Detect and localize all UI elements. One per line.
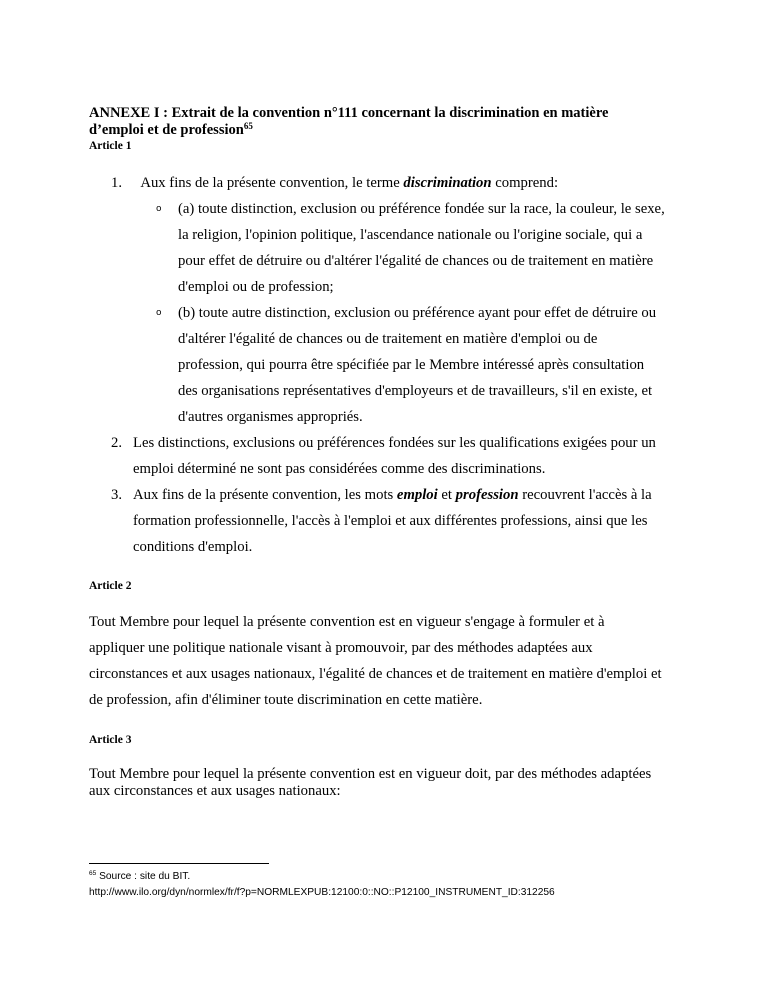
article-3-line: Tout Membre pour lequel la présente convention est en vigueur doit, par des méthodes adaptées xyxy=(89,766,652,782)
term-profession: profession xyxy=(455,487,519,503)
article-2-paragraph xyxy=(89,609,689,713)
sub-item-a-line: pour effet de détruire ou d'altérer l'égalité de chances ou de traitement en matière xyxy=(178,253,654,269)
article-2-line: circonstances et aux usages nationaux, l'égalité de chances et de traitement en matière d'emploi et xyxy=(89,666,662,682)
list-item-2-number: 2. xyxy=(111,435,123,451)
article-1-title: Article 1 xyxy=(89,140,132,152)
list-item-1-intro xyxy=(133,170,689,196)
bullet-icon: o xyxy=(156,204,162,214)
sub-item-a-line: d'emploi ou de profession; xyxy=(178,279,334,295)
list-item-2 xyxy=(89,430,689,482)
article-3-paragraph xyxy=(89,766,689,800)
sub-item-b-line: des organisations représentatives d'employeurs et de travailleurs, s'il en existe, et xyxy=(178,383,653,399)
list-item-1 xyxy=(89,170,689,430)
sub-item-a xyxy=(133,196,689,300)
article-2-line: appliquer une politique nationale visant à promouvoir, par des méthodes adaptées aux xyxy=(89,640,593,656)
sub-item-b-line: (b) toute autre distinction, exclusion ou préférence ayant pour effet de détruire ou xyxy=(178,305,657,321)
list-item-3-text-before: Aux fins de la présente convention, les mots xyxy=(133,487,397,503)
article-2-line: de profession, afin d'éliminer toute discrimination en cette matière. xyxy=(89,692,483,708)
term-discrimination: discrimination xyxy=(403,175,492,191)
footnote xyxy=(89,869,749,901)
list-item-3 xyxy=(89,482,689,560)
list-item-3-text-mid: et xyxy=(437,487,456,503)
footnote-source: Source : site du BIT. xyxy=(96,871,191,882)
list-item-1-sublist xyxy=(133,196,689,430)
sub-item-b-line: profession, qui pourra être spécifiée par le Membre intéressé après consultation xyxy=(178,357,645,373)
annex-heading xyxy=(89,105,689,139)
bullet-icon: o xyxy=(156,308,162,318)
annex-heading-line2-text: d’emploi et de profession xyxy=(89,122,244,138)
footnote-source-line xyxy=(89,869,749,885)
article-1-list xyxy=(89,170,689,560)
article-2-title: Article 2 xyxy=(89,580,132,592)
list-item-1-number: 1. xyxy=(111,175,123,191)
list-item-3-text-after: recouvrent l'accès à la xyxy=(518,487,652,503)
term-emploi: emploi xyxy=(396,487,438,503)
list-item-3-line: formation professionnelle, l'accès à l'emploi et aux différentes professions, ainsi que les xyxy=(133,513,648,529)
sub-item-b-line: d'autres organismes appropriés. xyxy=(178,409,363,425)
list-item-1-text-after: comprend: xyxy=(491,175,559,191)
list-item-2-line: emploi déterminé ne sont pas considérées comme des discriminations. xyxy=(133,461,546,477)
list-item-2-line: Les distinctions, exclusions ou préférences fondées sur les qualifications exigées pour un xyxy=(133,435,656,451)
article-3-line: aux circonstances et aux usages nationaux: xyxy=(89,783,341,799)
sub-item-a-line: (a) toute distinction, exclusion ou préférence fondée sur la race, la couleur, le sexe, xyxy=(178,201,665,217)
list-item-3-intro xyxy=(133,482,689,508)
article-3-title: Article 3 xyxy=(89,734,132,746)
list-item-1-text-before: Aux fins de la présente convention, le terme xyxy=(140,175,404,191)
annex-heading-line2 xyxy=(89,122,689,139)
footnote-url[interactable]: http://www.ilo.org/dyn/normlex/fr/f?p=NORMLEXPUB:12100:0::NO::P12100_INSTRUMENT_ID:312256 xyxy=(89,887,555,898)
article-2-line: Tout Membre pour lequel la présente convention est en vigueur s'engage à formuler et à xyxy=(89,614,605,630)
footnote-reference[interactable]: 65 xyxy=(243,121,253,131)
list-item-3-number: 3. xyxy=(111,487,123,503)
annex-heading-line1: ANNEXE I : Extrait de la convention n°111 concernant la discrimination en matière xyxy=(89,105,609,121)
list-item-3-line: conditions d'emploi. xyxy=(133,539,253,555)
document-body xyxy=(89,105,689,800)
sub-item-b xyxy=(133,300,689,430)
footnote-number: 65 xyxy=(89,870,97,877)
sub-item-b-line: d'altérer l'égalité de chances ou de traitement en matière d'emploi ou de xyxy=(178,331,598,347)
sub-item-a-line: la religion, l'opinion politique, l'ascendance nationale ou l'origine sociale, qui a xyxy=(178,227,643,243)
footnote-separator xyxy=(89,863,269,864)
